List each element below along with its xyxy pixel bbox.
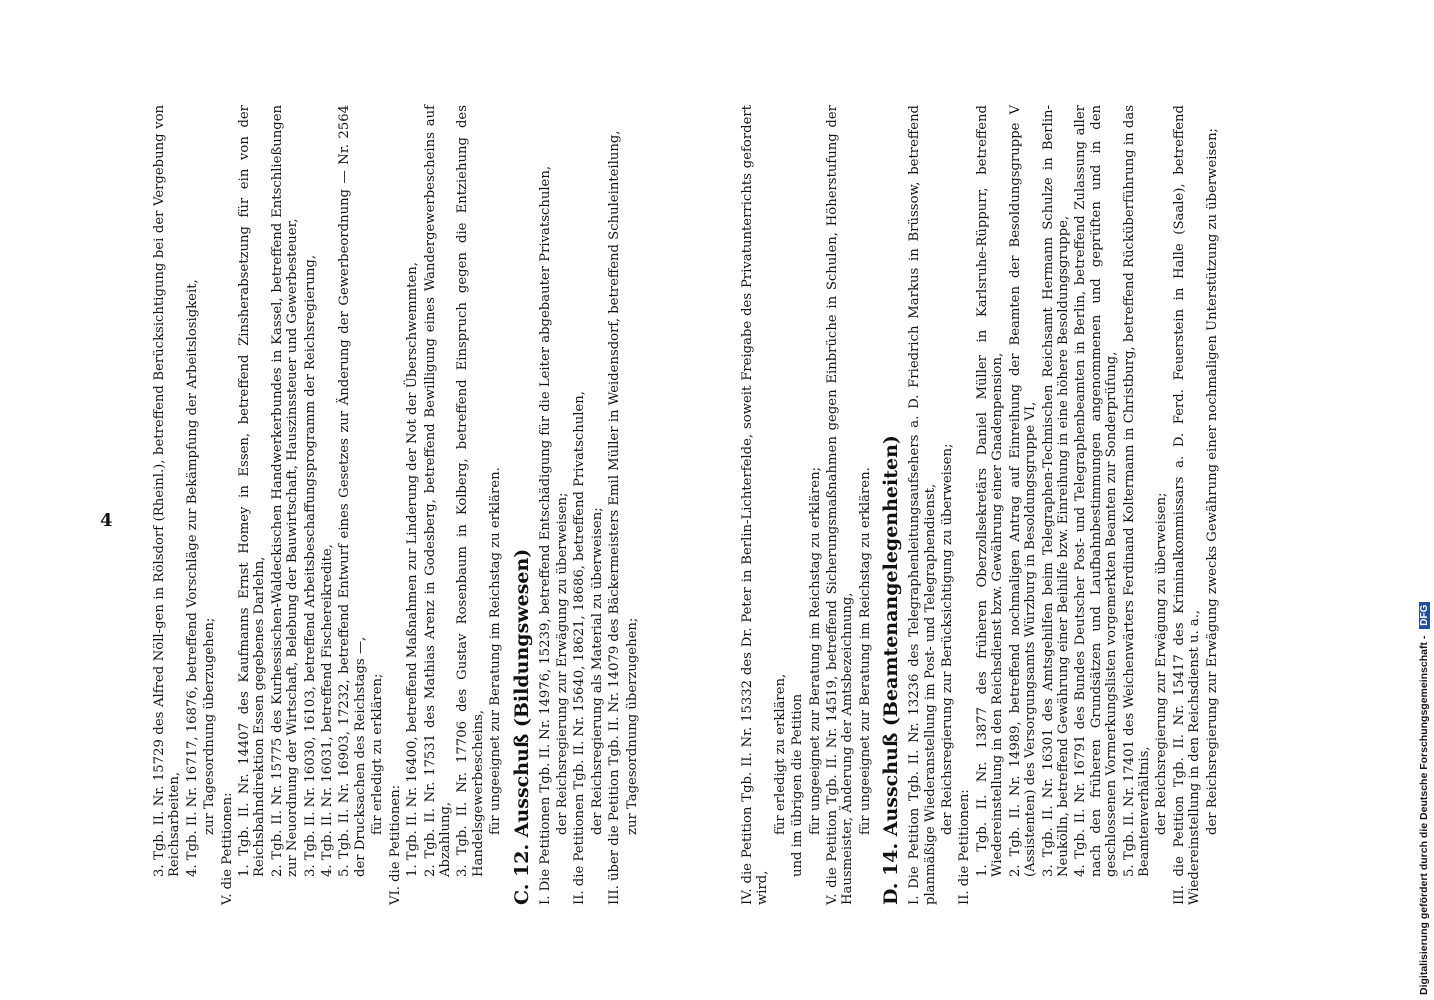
list-item: III. die Petition Tgb. II. Nr. 15417 des Kriminalkommissars a. D. Ferd. Feuerstein in Halle (Saale), betreffend Wiedereinstellung in den Reichsdienst u. a., [1171,105,1203,905]
list-item: 1. Tgb. II. Nr. 13877 des früheren Oberzollsekretärs Daniel Müller in Karlsruhe-Rüppurr, betreffend Wiedereinstellung in den Reichsdienst bzw. Gewährung einer Gnadenpension, [974,105,1006,877]
decision-text: für ungeeignet zur Beratung im Reichstag zu erklären. [857,467,873,835]
decision-text: und im übrigen die Petition [790,693,806,877]
decision-text: für erledigt zu erklären; [370,673,386,835]
section-heading: V. die Petitionen: [219,792,235,905]
committee-heading: C. 12. Ausschuß (Bildungswesen) [510,548,533,905]
decision-text: für ungeeignet zur Beratung im Reichstag zu erklären; [807,466,823,835]
list-item: 1. Tgb. II. Nr. 14407 des Kaufmanns Ernst Homey in Essen, betreffend Zinsherabsetzung für ein von der Reichsbahndirektion Essen gegebenes Darlehn, [237,105,268,877]
list-item: 4. Tgb. II. Nr. 16717, 16876, betreffend Vorschläge zur Bekämpfung der Arbeitslosigkeit, [184,279,200,877]
list-item: 2. Tgb. II. Nr. 15775 des Kurhessischen-Waldeckischen Handwerkerbundes in Kassel, betreffend Entschließungen zur Neuordnung der Wirtschaft, Belebung der Bauwirtschaft, Hauszinssteuer und Gewerbesteuer, [269,105,301,877]
list-item: 2. Tgb. II. Nr. 17531 des Mathias Arenz in Godesberg, betreffend Bewilligung eines Wandergewerbescheins auf Abzahlung, [422,105,453,877]
list-item: I. Die Petition Tgb. II. Nr. 13236 des Telegraphenleitungsaufsehers a. D. Friedrich Markus in Brüssow, betreffend planmäßige Wiederanstellung im Post- und Telegraphendienst, [907,105,938,905]
list-item: 3. Tgb. II. Nr. 16030, 16103, betreffend Arbeitsbeschaffungsprogramm der Reichsregierung, [302,254,318,877]
section-heading: VI. die Petitionen: [387,784,403,905]
decision-text: der Reichsregierung als Material zu überweisen; [589,507,605,835]
decision-text: der Reichsregierung zur Erwägung zwecks Gewährung einer nochmaligen Unterstützung zu überweisen; [1204,128,1220,835]
credit-text: Digitalisierung gefördert durch die Deutsche Forschungsgemeinschaft - [1418,635,1430,995]
list-item: V. die Petition Tgb. II. Nr. 14519, betreffend Sicherungsmaßnahmen gegen Einbrüche in Schulen, Höherstufung der Hausmeister, Änderung der Amtsbezeichnung, [825,105,856,905]
list-item: 4. Tgb. II. Nr. 16031, betreffend Fischereikredite, [320,544,336,877]
section-heading: II. die Petitionen: [957,789,973,905]
decision-text: zur Tagesordnung überzugehen; [624,617,640,835]
list-item: 3. Tgb. II. Nr. 15729 des Alfred Nöll-gen in Rölsdorf (Rheinl.), betreffend Berücksichtigung bei der Vergebung von Reichsarbeiten, [152,105,183,877]
decision-text: zur Tagesordnung überzugehen; [202,617,218,835]
decision-text: für erledigt zu erklären, [772,673,788,835]
list-item: 5. Tgb. II. Nr. 16903, 17232, betreffend Entwurf eines Gesetzes zur Änderung der Gewerbeordnung — Nr. 2564 der Drucksachen des Reichstags —, [337,105,368,877]
digitization-credit [1418,602,1430,995]
decision-text: der Reichsregierung zur Erwägung zu überweisen; [1154,492,1170,835]
committee-heading: D. 14. Ausschuß (Beamtenangelegenheiten) [880,435,903,905]
list-item: II. die Petitionen Tgb. II. Nr. 15640, 18621, 18686, betreffend Privatschulen, [572,391,588,905]
list-item: 1. Tgb. II. Nr. 16400, betreffend Maßnahmen zur Linderung der Not der Überschwemmten, [405,262,421,877]
list-item: 4. Tgb. II. Nr. 16791 des Bundes Deutscher Post- und Telegraphenbeamten in Berlin, betreffend Zulassung aller nach den früheren Grundsätzen und Laufbahnbestimmungen angenommenen und geprüften und in den geschlossenen Vormerkungslisten vorgemerkten Beamten zur Sonderprüfung, [1073,105,1120,877]
list-item: IV. die Petition Tgb. II. Nr. 15332 des Dr. Peter in Berlin-Lichterfelde, soweit Freigabe des Privatunterrichts gefordert wird, [740,105,771,905]
decision-text: der Reichsregierung zur Berücksichtigung zu überweisen; [940,443,956,835]
dfg-logo: DFG [1419,602,1430,629]
list-item: 3. Tgb. II. Nr. 16301 des Amtsgehilfen beim Telegraphen-Technischen Reichsamt Hermann Schulze in Berlin-Neukölln, betreffend Gewährung einer Beihilfe bzw. Einreihung in eine höhere Besoldungsgruppe, [1040,105,1071,877]
right-column [740,105,1222,905]
list-item: 5. Tgb. II. Nr. 17401 des Weichenwärters Ferdinand Koltermann in Christburg, betreffend Rücküberführung in das Beamtenverhältnis, [1121,105,1152,877]
decision-text: der Reichsregierung zur Erwägung zu überweisen; [554,492,570,835]
list-item: 3. Tgb. II. Nr. 17706 des Gustav Rosenbaum in Kolberg, betreffend Einspruch gegen die Entziehung des Handelsgewerbescheins, [455,105,486,877]
list-item: III. über die Petition Tgb. II. Nr. 14079 des Bäckermeisters Emil Müller in Weidensdorf, betreffend Schuleinteilung, [607,130,623,905]
page-number: 4 [100,510,113,531]
list-item: 2. Tgb. II. Nr. 14989, betreffend nochmaligen Antrag auf Einreihung der Beamten der Besoldungsgruppe V (Assistenten) des Versorgungsamts Würzburg in Besoldungsgruppe VI, [1007,105,1039,877]
decision-text: für ungeeignet zur Beratung im Reichstag zu erklären. [488,467,504,835]
list-item: I. Die Petitionen Tgb. II. Nr. 14976, 15239, betreffend Entschädigung für die Leiter abgebauter Privatschulen, [537,165,553,905]
left-column [152,105,642,905]
